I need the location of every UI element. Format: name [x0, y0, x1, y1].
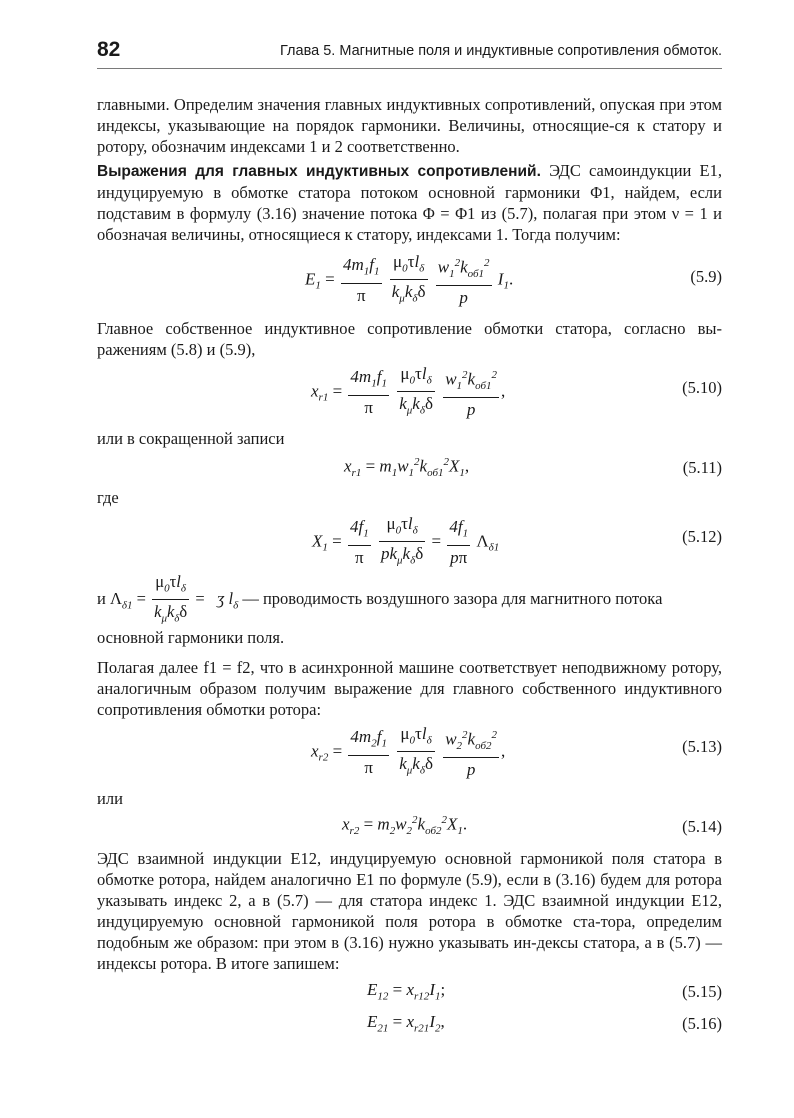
equation-number: (5.9) [690, 267, 722, 286]
formula-5-9: $E_1$ = $\frac{4m_1f_1}{\pi}$ $\frac{\mu_0\tau l_\delta}{k_\mu k_\delta\delta}$ $\frac{w_1^2k_{об1}^2}{p}$ $I_1$. [305, 252, 514, 307]
paragraph-8: или [97, 789, 123, 808]
equation-number: (5.13) [682, 737, 722, 756]
paragraph-7: Полагая далее f1 = f2, что в асинхронной машине соответствует неподвижному ротору, аналогичным образом получим выражение для главного собственного индуктивного сопротивления обмотки ротора: [97, 658, 722, 719]
paragraph-1: главными. Определим значения главных индуктивных сопротивлений, опуская при этом индексы, указывающие на порядок гармоники. Величины, относящие-ся к статору и ротору, обозначим индексами 1 и 2 соответственно. [97, 95, 722, 156]
paragraph-4: или в сокращенной записи [97, 429, 285, 448]
section-lead: Выражения для главных индуктивных сопротивлений. [97, 163, 541, 180]
equation-number: (5.12) [682, 527, 722, 546]
formula-5-14: $x_{r2} = m_2w_2^2k_{об2}^2X_1$. [342, 814, 468, 838]
paragraph-6-end: — проводимость воздушного зазора для магнитного потока [238, 589, 663, 609]
formula-5-12: $X_1$ = $\frac{4f_1}{\pi}$ $\frac{\mu_0\tau l_\delta}{pk_\mu k_\delta\delta}$ = $\frac{4f_1}{p\pi}$ $\Lambda_{\delta 1}$ [312, 514, 500, 567]
equation-number: (5.11) [682, 458, 722, 477]
formula-5-11: $x_{r1} = m_1w_1^2k_{об1}^2X_1$, [344, 456, 470, 480]
formula-5-15: $E_{12} = x_{r12}I_1$; [367, 980, 446, 1003]
paragraph-6b: основной гармоники поля. [97, 628, 285, 647]
running-title: Глава 5. Магнитные поля и индуктивные сопротивления обмоток. [280, 43, 722, 59]
paragraph-5: где [97, 488, 119, 507]
equation-number: (5.14) [682, 817, 722, 836]
equation-number: (5.15) [682, 982, 722, 1001]
paragraph-6-start: и Λ [97, 589, 122, 609]
equation-number: (5.10) [682, 378, 722, 397]
page-number: 82 [97, 38, 121, 61]
page-header [97, 38, 722, 69]
paragraph-6: и $\Lambda_{\delta 1}$ = $\frac{\mu_0\tau l_\delta}{k_\mu k_\delta\delta}$ = ʒ $l_\delta$ — проводимость воздушного зазора для магнитного потока [97, 572, 663, 625]
paragraph-2 [97, 160, 722, 245]
paragraph-9: ЭДС взаимной индукции E12, индуцируемую основной гармоникой поля статора в обмотке ротора, найдем аналогично E1 по формуле (5.9), если в (3.16) будем для ротора указывать индекс 2, а в (5.7) — для статора индекс 1. ЭДС взаимной индукции E12, индуцируемую основной гармоникой поля ротора в обмотке ста-тора, определим подобным же образом: при этом в (3.16) нужно указывать ин-дексы статора, а в (5.7) — индексы ротора. В итоге запишем: [97, 849, 722, 973]
paragraph-3: Главное собственное индуктивное сопротивление обмотки статора, согласно вы-ражениям (5.8) и (5.9), [97, 319, 722, 359]
formula-5-10: $x_{r1}$ = $\frac{4m_1f_1}{\pi}$ $\frac{\mu_0\tau l_\delta}{k_\mu k_\delta\delta}$ $\frac{w_1^2k_{об1}^2}{p}$ , [311, 364, 506, 419]
paragraph-2-text: ЭДС самоиндукции E1, индуцируемую в обмотке статора потоком основной гармоники Φ1, найдем, если подставим в формулу (3.16) значение потока Φ = Φ1 из (5.7), полагая при этом ν = 1 и обозначая величины, относящиеся к статору, индексами 1. Тогда получим: [97, 161, 723, 244]
equation-number: (5.16) [682, 1014, 722, 1033]
formula-5-13: $x_{r2}$ = $\frac{4m_2f_1}{\pi}$ $\frac{\mu_0\tau l_\delta}{k_\mu k_\delta\delta}$ $\frac{w_2^2k_{об2}^2}{p}$ , [311, 724, 506, 779]
formula-5-16: $E_{21} = x_{r21}I_2$, [367, 1012, 445, 1035]
